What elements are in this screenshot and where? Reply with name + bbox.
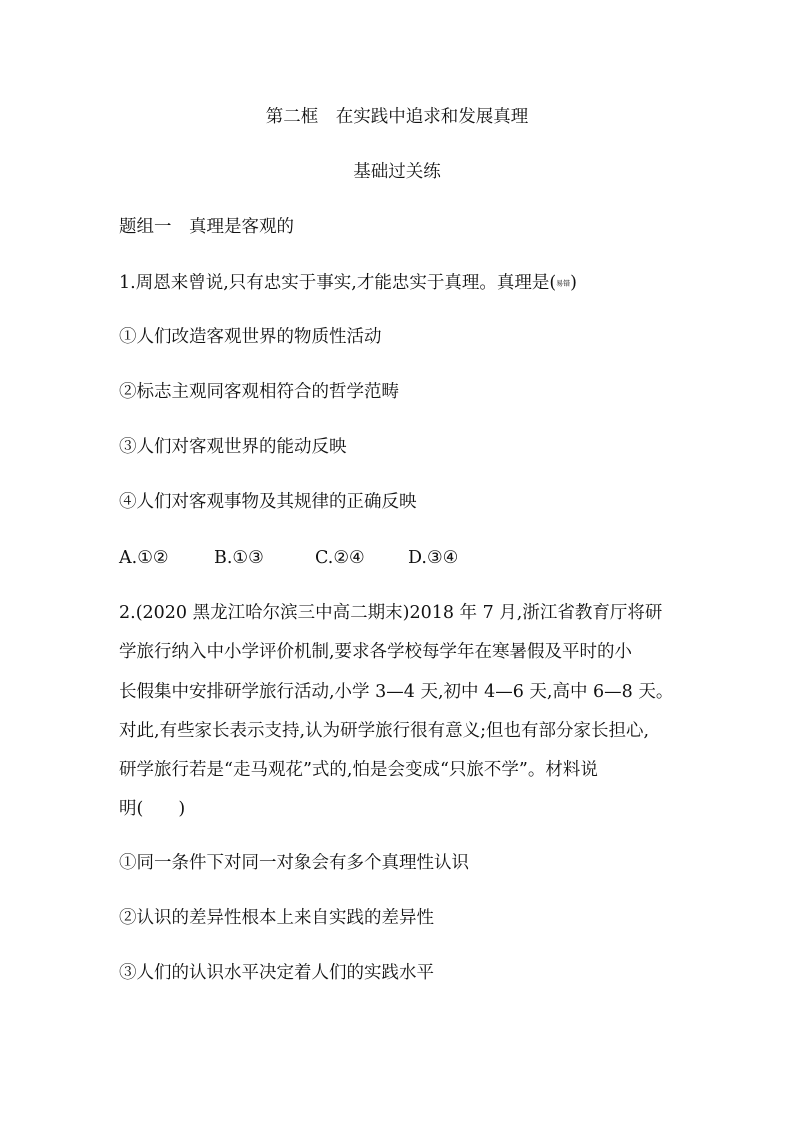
difficulty-tag: 易错 (556, 279, 571, 288)
question-1-statement: ③人们对客观世界的能动反映 (119, 437, 347, 457)
question-1-statement: ②标志主观同客观相符合的哲学范畴 (119, 382, 399, 402)
question-2-stem-line: 对此,有些家长表示支持,认为研学旅行很有意义;但也有部分家长担心, (119, 721, 650, 741)
question-group-heading: 题组一 真理是客观的 (119, 217, 294, 237)
section-heading: 基础过关练 (353, 162, 441, 182)
question-2-stem-line: 长假集中安排研学旅行活动,小学 3—4 天,初中 4—6 天,高中 6—8 天。 (119, 682, 674, 702)
question-2-stem-line: 2.(2020 黑龙江哈尔滨三中高二期末)2018 年 7 月,浙江省教育厅将研 (119, 603, 663, 623)
option-d: D.③④ (408, 548, 459, 568)
question-1-stem-text: 1.周恩来曾说,只有忠实于事实,才能忠实于真理。真理是( (119, 273, 557, 293)
question-1-statement: ①人们改造客观世界的物质性活动 (119, 327, 382, 347)
question-1-statement: ④人们对客观事物及其规律的正确反映 (119, 492, 417, 512)
question-1-options (119, 546, 458, 570)
question-2-stem-line: 研学旅行若是“走马观花”式的,怕是会变成“只旅不学”。材料说 (119, 760, 598, 780)
question-2-statement: ②认识的差异性根本上来自实践的差异性 (119, 908, 434, 928)
question-2-stem-line: 学旅行纳入中小学评价机制,要求各学校每学年在寒暑假及平时的小 (119, 642, 633, 662)
question-1-stem (119, 271, 577, 296)
option-c: C.②④ (315, 548, 365, 568)
page-title: 第二框 在实践中追求和发展真理 (265, 107, 529, 127)
question-1-stem-close: ) (570, 273, 577, 293)
option-a: A.①② (119, 548, 169, 568)
option-b: B.①③ (214, 548, 264, 568)
question-2-stem-line: 明( ) (119, 799, 186, 819)
question-2-statement: ③人们的认识水平决定着人们的实践水平 (119, 963, 434, 983)
question-2-statement: ①同一条件下对同一对象会有多个真理性认识 (119, 853, 469, 873)
